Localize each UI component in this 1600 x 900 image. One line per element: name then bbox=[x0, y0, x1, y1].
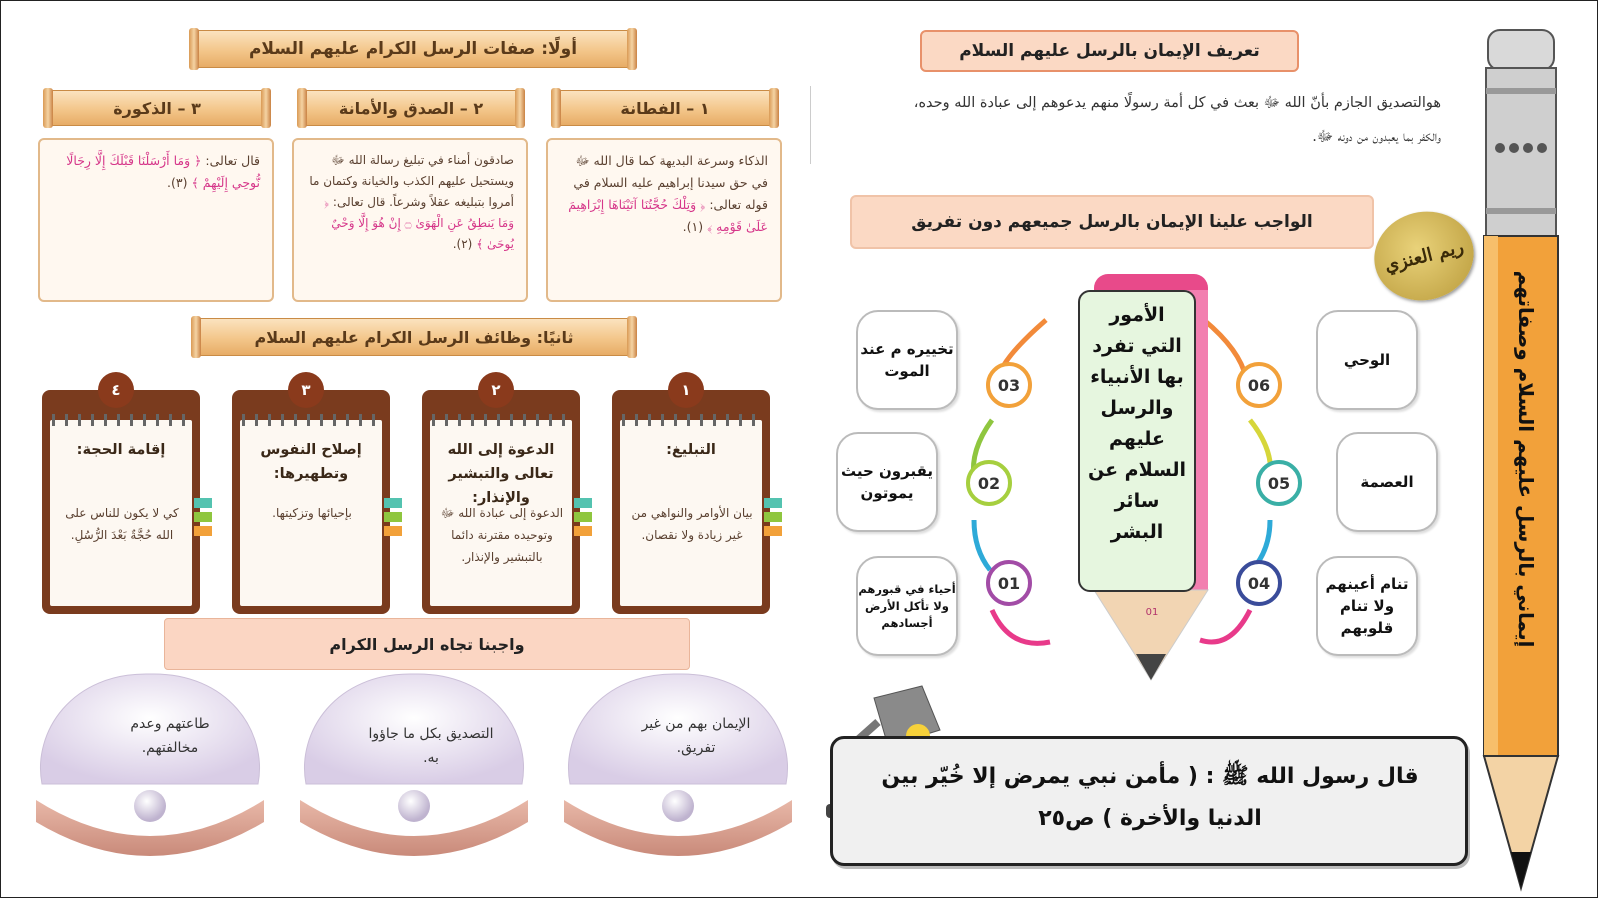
function-card-4-tab bbox=[194, 526, 212, 536]
hadith-text: قال رسول الله ﷺ : ( مأمن نبي يمرض إلا خُيّر بين الدنيا والأخرة ) ص٢٥ bbox=[881, 764, 1419, 831]
number-circle-02: 02 bbox=[966, 460, 1012, 506]
number-circle-01: 01 bbox=[986, 560, 1032, 606]
function-card-2-number: ٢ bbox=[478, 372, 514, 408]
function-card-2-tab bbox=[574, 498, 592, 508]
function-card-2-tab bbox=[574, 512, 592, 522]
trait-card-3-text: قال تعالى: bbox=[205, 153, 260, 168]
obligation-text-2: التصديق بكل ما جاؤوا به. bbox=[368, 726, 494, 766]
infographic-center-text: الأمور التي تفرد بها الأنبياء والرسل عليهم السلام عن سائر البشر bbox=[1078, 290, 1196, 592]
trait-card-2 bbox=[292, 138, 528, 302]
trait-card-1-ref: (١). bbox=[682, 219, 704, 234]
obligation-text-1: الإيمان بهم من غير تفريق. bbox=[641, 716, 751, 756]
function-card-2 bbox=[422, 381, 580, 614]
item-oval-01: أحياء في قبورهم ولا تأكل الأرض أجسادهم bbox=[856, 556, 958, 656]
function-card-1-tab bbox=[764, 498, 782, 508]
function-card-2-rings bbox=[432, 414, 570, 426]
shell-1 bbox=[564, 674, 792, 856]
trait-card-1 bbox=[546, 138, 782, 302]
trait-card-3-verse: ﴿ وَمَا أَرْسَلْنَا قَبْلَكَ إِلَّا رِجَالًا نُّوحِي إِلَيْهِمْ ﴾ bbox=[66, 153, 260, 190]
duty-title: الواجب علينا الإيمان بالرسل جميعهم دون تفريق bbox=[850, 195, 1374, 249]
item-oval-04: تنام أعينهم ولا تنام قلوبهم bbox=[1316, 556, 1418, 656]
item-oval-06: الوحي bbox=[1316, 310, 1418, 410]
author-stamp-text: ريم العنزي bbox=[1382, 236, 1466, 276]
function-card-1-number: ١ bbox=[668, 372, 704, 408]
function-card-4-rings bbox=[52, 414, 190, 426]
function-card-3-tab bbox=[384, 526, 402, 536]
pearl-shells-graphic bbox=[30, 672, 810, 894]
obligation-text-3: طاعتهم وعدم مخالفتهم. bbox=[130, 716, 210, 756]
section1-title: أولًا: صفات الرسل الكرام عليهم السلام bbox=[194, 30, 632, 68]
function-card-4 bbox=[42, 381, 200, 614]
sidebar-title: إيماني بالرسل عليهم السلام وصفاتهم bbox=[1514, 270, 1538, 648]
definition-text bbox=[810, 86, 1441, 164]
function-card-3-tab bbox=[384, 498, 402, 508]
function-card-4-text: كي لا يكون للناس على الله حُجَّةٌ بَعْدَ الرُّسُلِ. bbox=[65, 506, 179, 542]
item-oval-05: العصمة bbox=[1336, 432, 1438, 532]
function-card-3-tab bbox=[384, 512, 402, 522]
function-card-1-text: بيان الأوامر والنواهي من غير زيادة ولا نقصان. bbox=[631, 506, 753, 542]
number-circle-06: 06 bbox=[1236, 362, 1282, 408]
function-card-1 bbox=[612, 381, 770, 614]
function-card-2-text: الدعوة إلى عبادة الله ﷻ وتوحيده مقترنة دائما بالتبشير والإنذار. bbox=[440, 506, 564, 564]
function-card-4-title: إقامة الحجة: bbox=[76, 442, 166, 458]
trait-card-2-text: صادقون أمناء في تبليغ رسالة الله ﷻ ويستحيل عليهم الكذب والخيانة وكتمان ما أمروا بتبليغه عقلاً وشرعاً. قال تعالى: bbox=[309, 153, 514, 209]
pencil-tip-label: 01 bbox=[1145, 607, 1159, 618]
function-card-3 bbox=[232, 381, 390, 614]
item-oval-03: تخييره م عند الموت bbox=[856, 310, 958, 410]
definition-line-1: هوالتصديق الجازم بأنّ الله ﷻ بعث في كل أمة رسولًا منهم يدعوهم إلى عبادة الله وحده، bbox=[913, 95, 1441, 111]
function-card-3-title: إصلاح النفوس وتطهيرها: bbox=[260, 442, 362, 482]
trait-card-3 bbox=[38, 138, 274, 302]
trait-title-3: ٣ – الذكورة bbox=[48, 90, 266, 126]
trait-card-2-ref: (٢). bbox=[452, 237, 473, 251]
function-card-1-tab bbox=[764, 526, 782, 536]
function-card-3-text: بإحيائها وتزكيتها. bbox=[272, 506, 352, 520]
trait-title-1: ١ – الفطانة bbox=[556, 90, 774, 126]
number-circle-05: 05 bbox=[1256, 460, 1302, 506]
definition-title: تعريف الإيمان بالرسل عليهم السلام bbox=[920, 30, 1299, 72]
trait-title-2: ٢ – الصدق والأمانة bbox=[302, 90, 520, 126]
function-card-1-rings bbox=[622, 414, 760, 426]
function-card-1-tab bbox=[764, 512, 782, 522]
trait-card-3-ref: (٣). bbox=[167, 175, 188, 190]
trait-card-1-verse: ﴿ وَتِلْكَ حُجَّتُنَا آتَيْنَاهَا إِبْرَاهِيمَ عَلَىٰ قَوْمِهِ ﴾ bbox=[568, 197, 768, 234]
function-card-4-tab bbox=[194, 498, 212, 508]
function-card-4-number: ٤ bbox=[98, 372, 134, 408]
trait-card-2-verse: ﴿ وَمَا يَنطِقُ عَنِ الْهَوَىٰ ۝ إِنْ هُوَ إِلَّا وَحْيٌ يُوحَىٰ ﴾ bbox=[324, 195, 514, 251]
item-oval-02: يقبرون حيث يموتون bbox=[836, 432, 938, 532]
number-circle-03: 03 bbox=[986, 362, 1032, 408]
function-card-3-number: ٣ bbox=[288, 372, 324, 408]
function-card-3-rings bbox=[242, 414, 380, 426]
function-card-4-tab bbox=[194, 512, 212, 522]
function-card-2-tab bbox=[574, 526, 592, 536]
number-circle-04: 04 bbox=[1236, 560, 1282, 606]
trait-card-1-text: الذكاء وسرعة البديهة كما قال الله ﷻ في حق سيدنا إبراهيم عليه السلام في قوله تعالى: bbox=[573, 153, 768, 212]
function-card-2-title: الدعوة إلى الله تعالى والتبشير والإنذار: bbox=[447, 442, 555, 506]
function-card-1-title: التبليغ: bbox=[666, 442, 716, 458]
shell-3 bbox=[36, 674, 264, 856]
definition-line-2: والكفر بما يعبدون من دونه ﷻ. bbox=[1312, 129, 1441, 145]
section2-title: ثانيًا: وظائف الرسل الكرام عليهم السلام bbox=[196, 318, 632, 356]
obligations-title: واجبنا تجاه الرسل الكرام bbox=[164, 618, 690, 670]
